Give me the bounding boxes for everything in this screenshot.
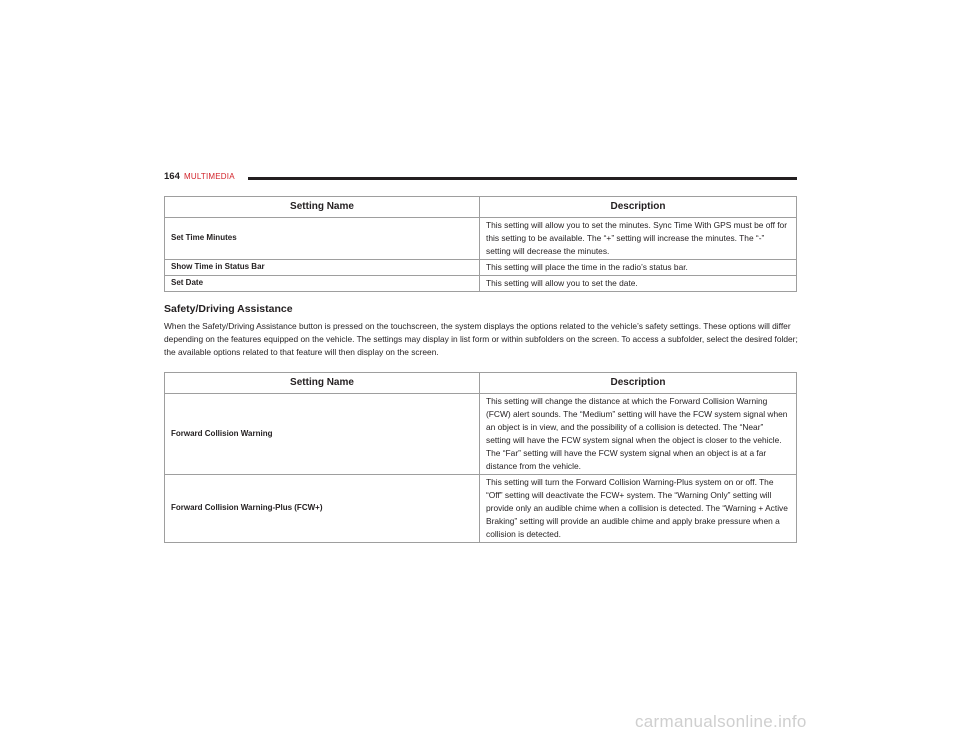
setting-description: This setting will turn the Forward Collision Warning-Plus system on or off. The “Off” setting will deactivate the FCW+ system. The “Warning Only” setting will provide only an audible chime when a collision is detected. The “Warning + Active Braking” setting will provide an audible chime and apply brake pressure when a collision is detected. bbox=[480, 475, 797, 543]
intro-paragraph: When the Safety/Driving Assistance button is pressed on the touchscreen, the system displays the options related to the vehicle’s safety settings. These options will differ depending on the features equipped on the vehicle. The settings may display in list form or within subfolders on the screen. To access a subfolder, select the desired folder; the available options related to that feature will then display on the screen. bbox=[164, 321, 798, 358]
watermark-text: carmanualsonline.info bbox=[635, 712, 807, 731]
setting-name: Forward Collision Warning-Plus (FCW+) bbox=[165, 475, 480, 543]
column-header-description: Description bbox=[480, 373, 797, 394]
page-number: 164 bbox=[164, 171, 180, 182]
column-header-description: Description bbox=[480, 197, 797, 218]
table-header-row bbox=[165, 373, 797, 394]
table-row bbox=[165, 276, 797, 292]
column-header-setting-name: Setting Name bbox=[165, 197, 480, 218]
setting-name: Forward Collision Warning bbox=[165, 394, 480, 475]
page-header bbox=[164, 171, 797, 185]
table-row bbox=[165, 260, 797, 276]
header-rule bbox=[248, 177, 797, 180]
section-title: MULTIMEDIA bbox=[184, 172, 235, 181]
column-header-setting-name: Setting Name bbox=[165, 373, 480, 394]
setting-description: This setting will change the distance at which the Forward Collision Warning (FCW) alert sounds. The “Medium” setting will have the FCW system signal when an object is in view, and the possibility of a collision is detected. The “Near” setting will have the FCW system signal when the object is closer to the vehicle. The “Far” setting will have the FCW system signal when an object is at a far distance from the vehicle. bbox=[480, 394, 797, 475]
setting-name: Set Time Minutes bbox=[165, 218, 480, 260]
setting-description: This setting will allow you to set the date. bbox=[480, 276, 797, 292]
table-row bbox=[165, 394, 797, 475]
table-row bbox=[165, 218, 797, 260]
table-row bbox=[165, 475, 797, 543]
setting-description: This setting will allow you to set the minutes. Sync Time With GPS must be off for this setting to be available. The “+” setting will increase the minutes. The “-” setting will decrease the minutes. bbox=[480, 218, 797, 260]
settings-table-time bbox=[164, 196, 797, 292]
table-header-row bbox=[165, 197, 797, 218]
settings-table-safety bbox=[164, 372, 797, 543]
setting-name: Set Date bbox=[165, 276, 480, 292]
setting-name: Show Time in Status Bar bbox=[165, 260, 480, 276]
section-heading: Safety/Driving Assistance bbox=[164, 303, 293, 315]
setting-description: This setting will place the time in the radio’s status bar. bbox=[480, 260, 797, 276]
